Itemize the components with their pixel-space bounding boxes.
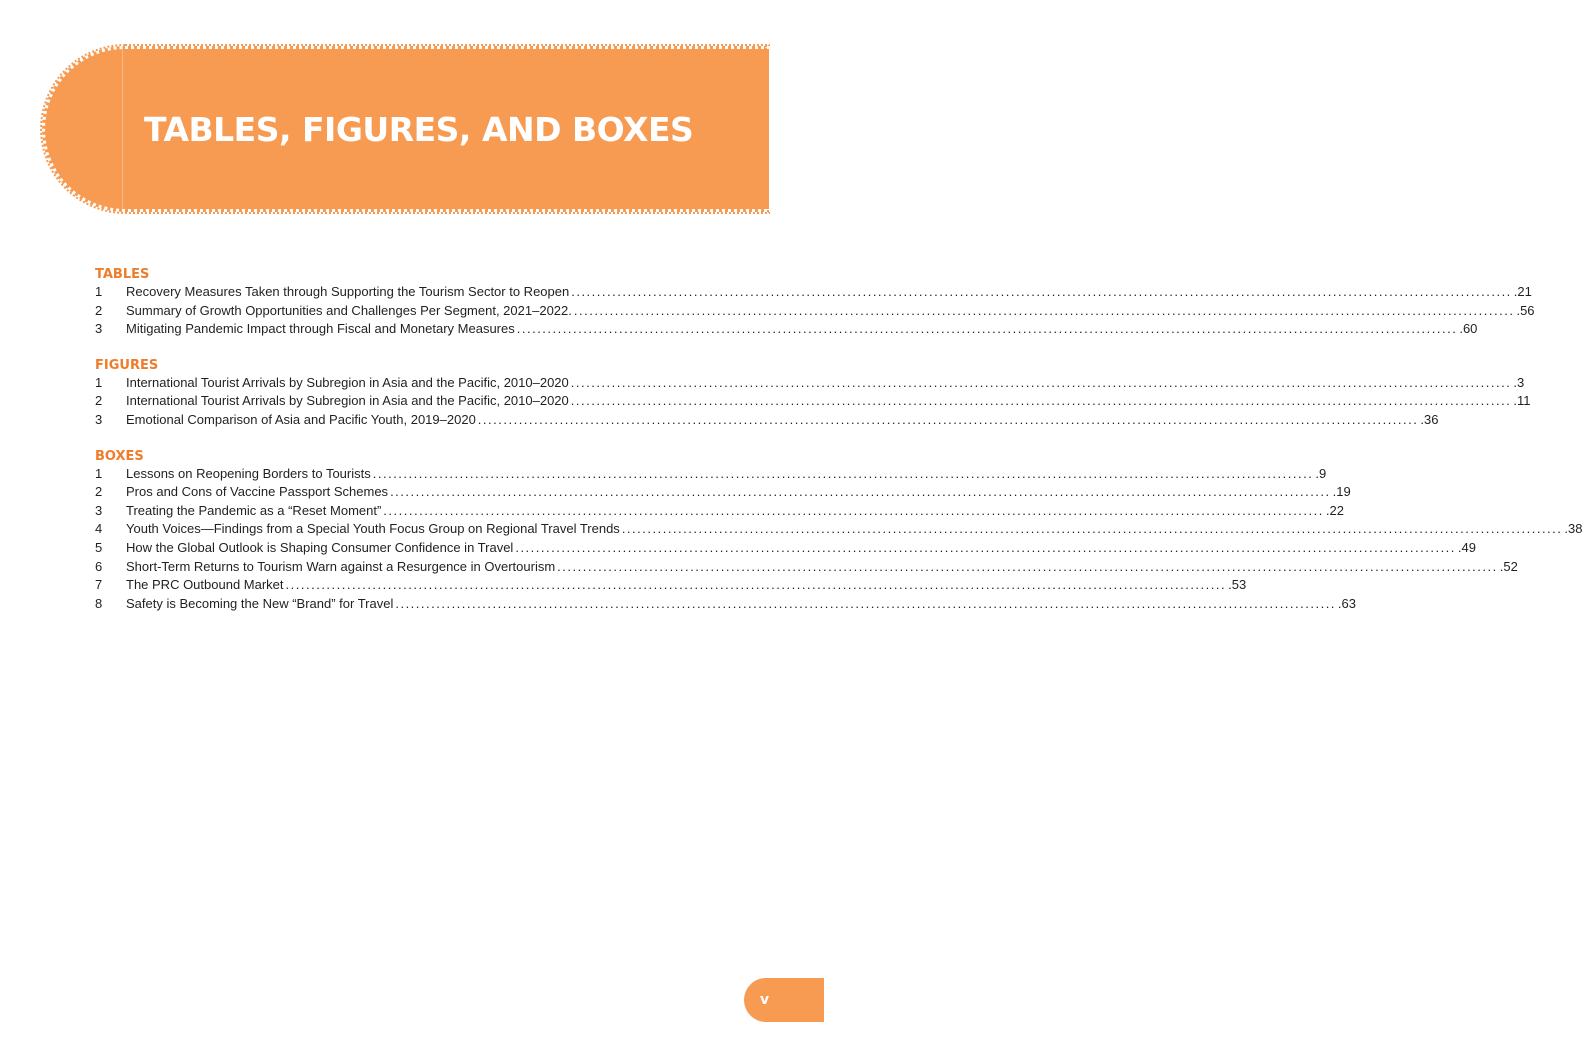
entry-number: 1: [95, 465, 103, 481]
entry-number: 2: [95, 393, 103, 409]
dot-leader: [517, 320, 1458, 339]
dot-leader: [478, 411, 1419, 430]
dot-leader: [571, 392, 1512, 411]
entry-page: .53: [1228, 577, 1247, 593]
list-item[interactable]: [95, 392, 1531, 411]
list-item[interactable]: [95, 539, 1476, 558]
entry-number: 3: [95, 321, 103, 337]
dot-leader: [571, 374, 1512, 393]
entry-number: 3: [95, 411, 103, 427]
entry-title: International Tourist Arrivals by Subregion in Asia and the Pacific, 2010–2020: [126, 393, 569, 409]
list-item[interactable]: [95, 502, 1344, 521]
list-item[interactable]: [95, 411, 1439, 430]
entry-title: Mitigating Pandemic Impact through Fiscal and Monetary Measures: [126, 321, 515, 337]
entry-page: .38: [1564, 521, 1582, 537]
entry-number: 7: [95, 577, 103, 593]
list-item[interactable]: [95, 483, 1351, 502]
section-tables: [95, 266, 1535, 339]
list-item[interactable]: [95, 320, 1478, 339]
dot-leader: [383, 502, 1324, 521]
entry-page: .19: [1332, 484, 1351, 500]
entry-page: .52: [1499, 558, 1518, 574]
entry-page: .63: [1337, 595, 1356, 611]
header-banner-divider: [122, 49, 123, 209]
entry-title: Youth Voices—Findings from a Special Youth Focus Group on Regional Travel Trends: [126, 521, 620, 537]
list-item[interactable]: [95, 576, 1247, 595]
entry-number: 2: [95, 484, 103, 500]
list-item[interactable]: [95, 374, 1525, 393]
section-boxes: [95, 448, 1582, 614]
dot-leader: [571, 283, 1512, 302]
page-title: TABLES, FIGURES, AND BOXES: [144, 110, 694, 149]
list-item[interactable]: [95, 283, 1532, 302]
list-item[interactable]: [95, 558, 1518, 577]
entry-number: 1: [95, 374, 103, 390]
list-item[interactable]: [95, 595, 1356, 614]
dot-leader: [574, 302, 1515, 321]
entry-number: 6: [95, 558, 103, 574]
contents-list: [95, 266, 1582, 631]
entry-title: Recovery Measures Taken through Supporting the Tourism Sector to Reopen: [126, 284, 570, 299]
entry-title: Lessons on Reopening Borders to Tourists: [126, 465, 371, 481]
entry-title: Safety is Becoming the New “Brand” for Travel: [126, 595, 394, 611]
entry-title: Pros and Cons of Vaccine Passport Schemes: [126, 484, 389, 500]
section-heading: BOXES: [95, 448, 144, 464]
entry-number: 1: [95, 284, 103, 299]
dot-leader: [622, 520, 1563, 539]
entry-title: The PRC Outbound Market: [126, 577, 284, 593]
entry-title: Short-Term Returns to Tourism Warn against a Resurgence in Overtourism: [126, 558, 556, 574]
entry-number: 8: [95, 595, 103, 611]
dot-leader: [557, 558, 1498, 577]
entry-page: .22: [1325, 502, 1344, 518]
entry-title: Treating the Pandemic as a “Reset Moment”: [126, 502, 382, 518]
dot-leader: [286, 576, 1227, 595]
entry-page: .9: [1315, 465, 1327, 481]
entry-page: .49: [1457, 539, 1476, 555]
list-item[interactable]: [95, 520, 1582, 539]
entry-title: Emotional Comparison of Asia and Pacific Youth, 2019–2020: [126, 411, 476, 427]
dot-leader: [373, 465, 1314, 484]
entry-page: .21: [1513, 284, 1532, 299]
list-item[interactable]: [95, 465, 1327, 484]
section-heading: FIGURES: [95, 357, 159, 373]
entry-number: 2: [95, 302, 103, 318]
entry-number: 4: [95, 521, 103, 537]
dot-leader: [390, 483, 1331, 502]
dot-leader: [515, 539, 1456, 558]
page-number: v: [760, 992, 770, 1008]
entry-number: 3: [95, 502, 103, 518]
entry-number: 5: [95, 539, 103, 555]
entry-title: How the Global Outlook is Shaping Consumer Confidence in Travel: [126, 539, 514, 555]
section-figures: [95, 357, 1531, 430]
page-number-tab: [744, 978, 824, 1022]
entry-title: International Tourist Arrivals by Subregion in Asia and the Pacific, 2010–2020: [126, 374, 569, 390]
list-item[interactable]: [95, 302, 1535, 321]
section-heading: TABLES: [95, 267, 150, 282]
entry-title: Summary of Growth Opportunities and Challenges Per Segment, 2021–2022.: [126, 302, 572, 318]
entry-page: .60: [1459, 321, 1478, 337]
entry-page: .3: [1513, 374, 1525, 390]
dot-leader: [395, 595, 1336, 614]
entry-page: .11: [1513, 393, 1531, 409]
entry-page: .36: [1420, 411, 1439, 427]
entry-page: .56: [1516, 302, 1535, 318]
